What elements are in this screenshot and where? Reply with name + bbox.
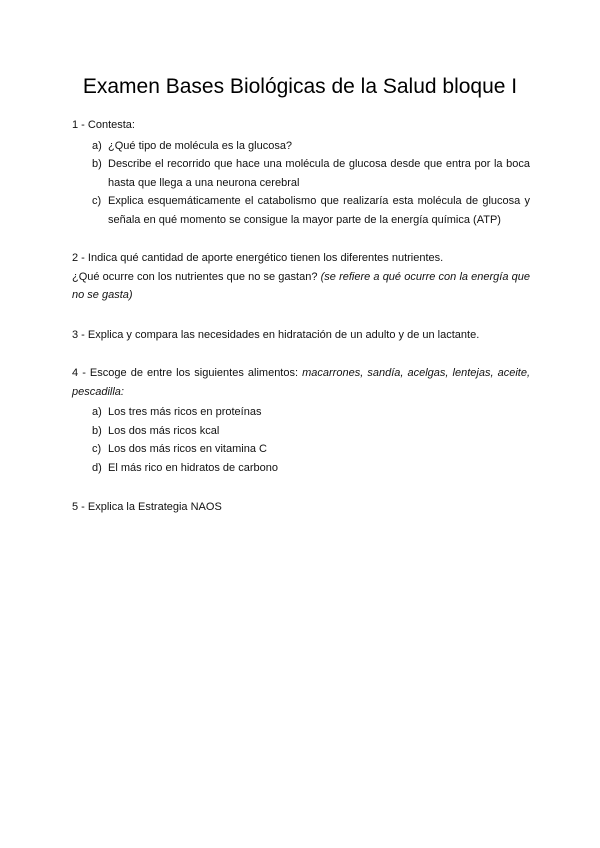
list-item <box>72 192 530 229</box>
list-marker: a) <box>92 139 102 152</box>
question-4 <box>72 364 530 477</box>
question-1-prompt: 1 - Contesta: <box>72 119 135 131</box>
question-5-text: 5 - Explica la Estrategia NAOS <box>72 501 222 513</box>
list-marker: a) <box>92 406 102 418</box>
list-marker: c) <box>92 195 102 207</box>
question-1 <box>72 116 530 229</box>
list-item-text: El más rico en hidratos de carbono <box>108 461 278 474</box>
list-item <box>72 422 530 441</box>
question-4-prompt-line <box>72 364 530 401</box>
list-marker: b) <box>92 158 102 170</box>
question-3-text: 3 - Explica y compara las necesidades en hidratación de un adulto y de un lactante. <box>72 329 480 341</box>
page-title: Examen Bases Biológicas de la Salud bloque I <box>82 75 518 98</box>
question-2-line-2 <box>72 268 530 305</box>
question-2-question: ¿Qué ocurre con los nutrientes que no se gastan? <box>72 270 318 283</box>
list-marker: c) <box>92 443 102 455</box>
list-marker: b) <box>92 424 102 437</box>
list-item-text: Los dos más ricos kcal <box>108 424 220 437</box>
question-4-list <box>72 403 530 477</box>
list-item <box>72 403 530 422</box>
question-4-prompt: 4 - Escoge de entre los siguientes alimentos: <box>72 367 299 379</box>
list-item-text: Explica esquemáticamente el catabolismo que realizaría esta molécula de glucosa y señala en qué momento se consigue la mayor parte de la energía química (ATP) <box>108 195 530 226</box>
list-item <box>72 459 530 478</box>
question-2-line-1: 2 - Indica qué cantidad de aporte energético tienen los diferentes nutrientes. <box>72 252 444 264</box>
question-5 <box>72 498 530 517</box>
list-item-text: Los tres más ricos en proteínas <box>108 406 262 418</box>
list-marker: d) <box>92 461 102 474</box>
question-2 <box>72 249 530 305</box>
list-item-text: Describe el recorrido que hace una molécula de glucosa desde que entra por la boca hasta que llega a una neurona cerebral <box>108 158 530 189</box>
question-4-foods: macarrones, sandía, acelgas, lentejas, aceite, pescadilla: <box>72 367 530 398</box>
list-item <box>72 440 530 459</box>
list-item <box>72 155 530 192</box>
list-item <box>72 137 530 156</box>
list-item-text: ¿Qué tipo de molécula es la glucosa? <box>108 139 293 152</box>
question-2-note: (se refiere a qué ocurre con la energía que no se gasta) <box>72 270 530 301</box>
question-1-list <box>72 137 530 230</box>
list-item-text: Los dos más ricos en vitamina C <box>108 443 267 455</box>
question-3 <box>72 326 530 345</box>
